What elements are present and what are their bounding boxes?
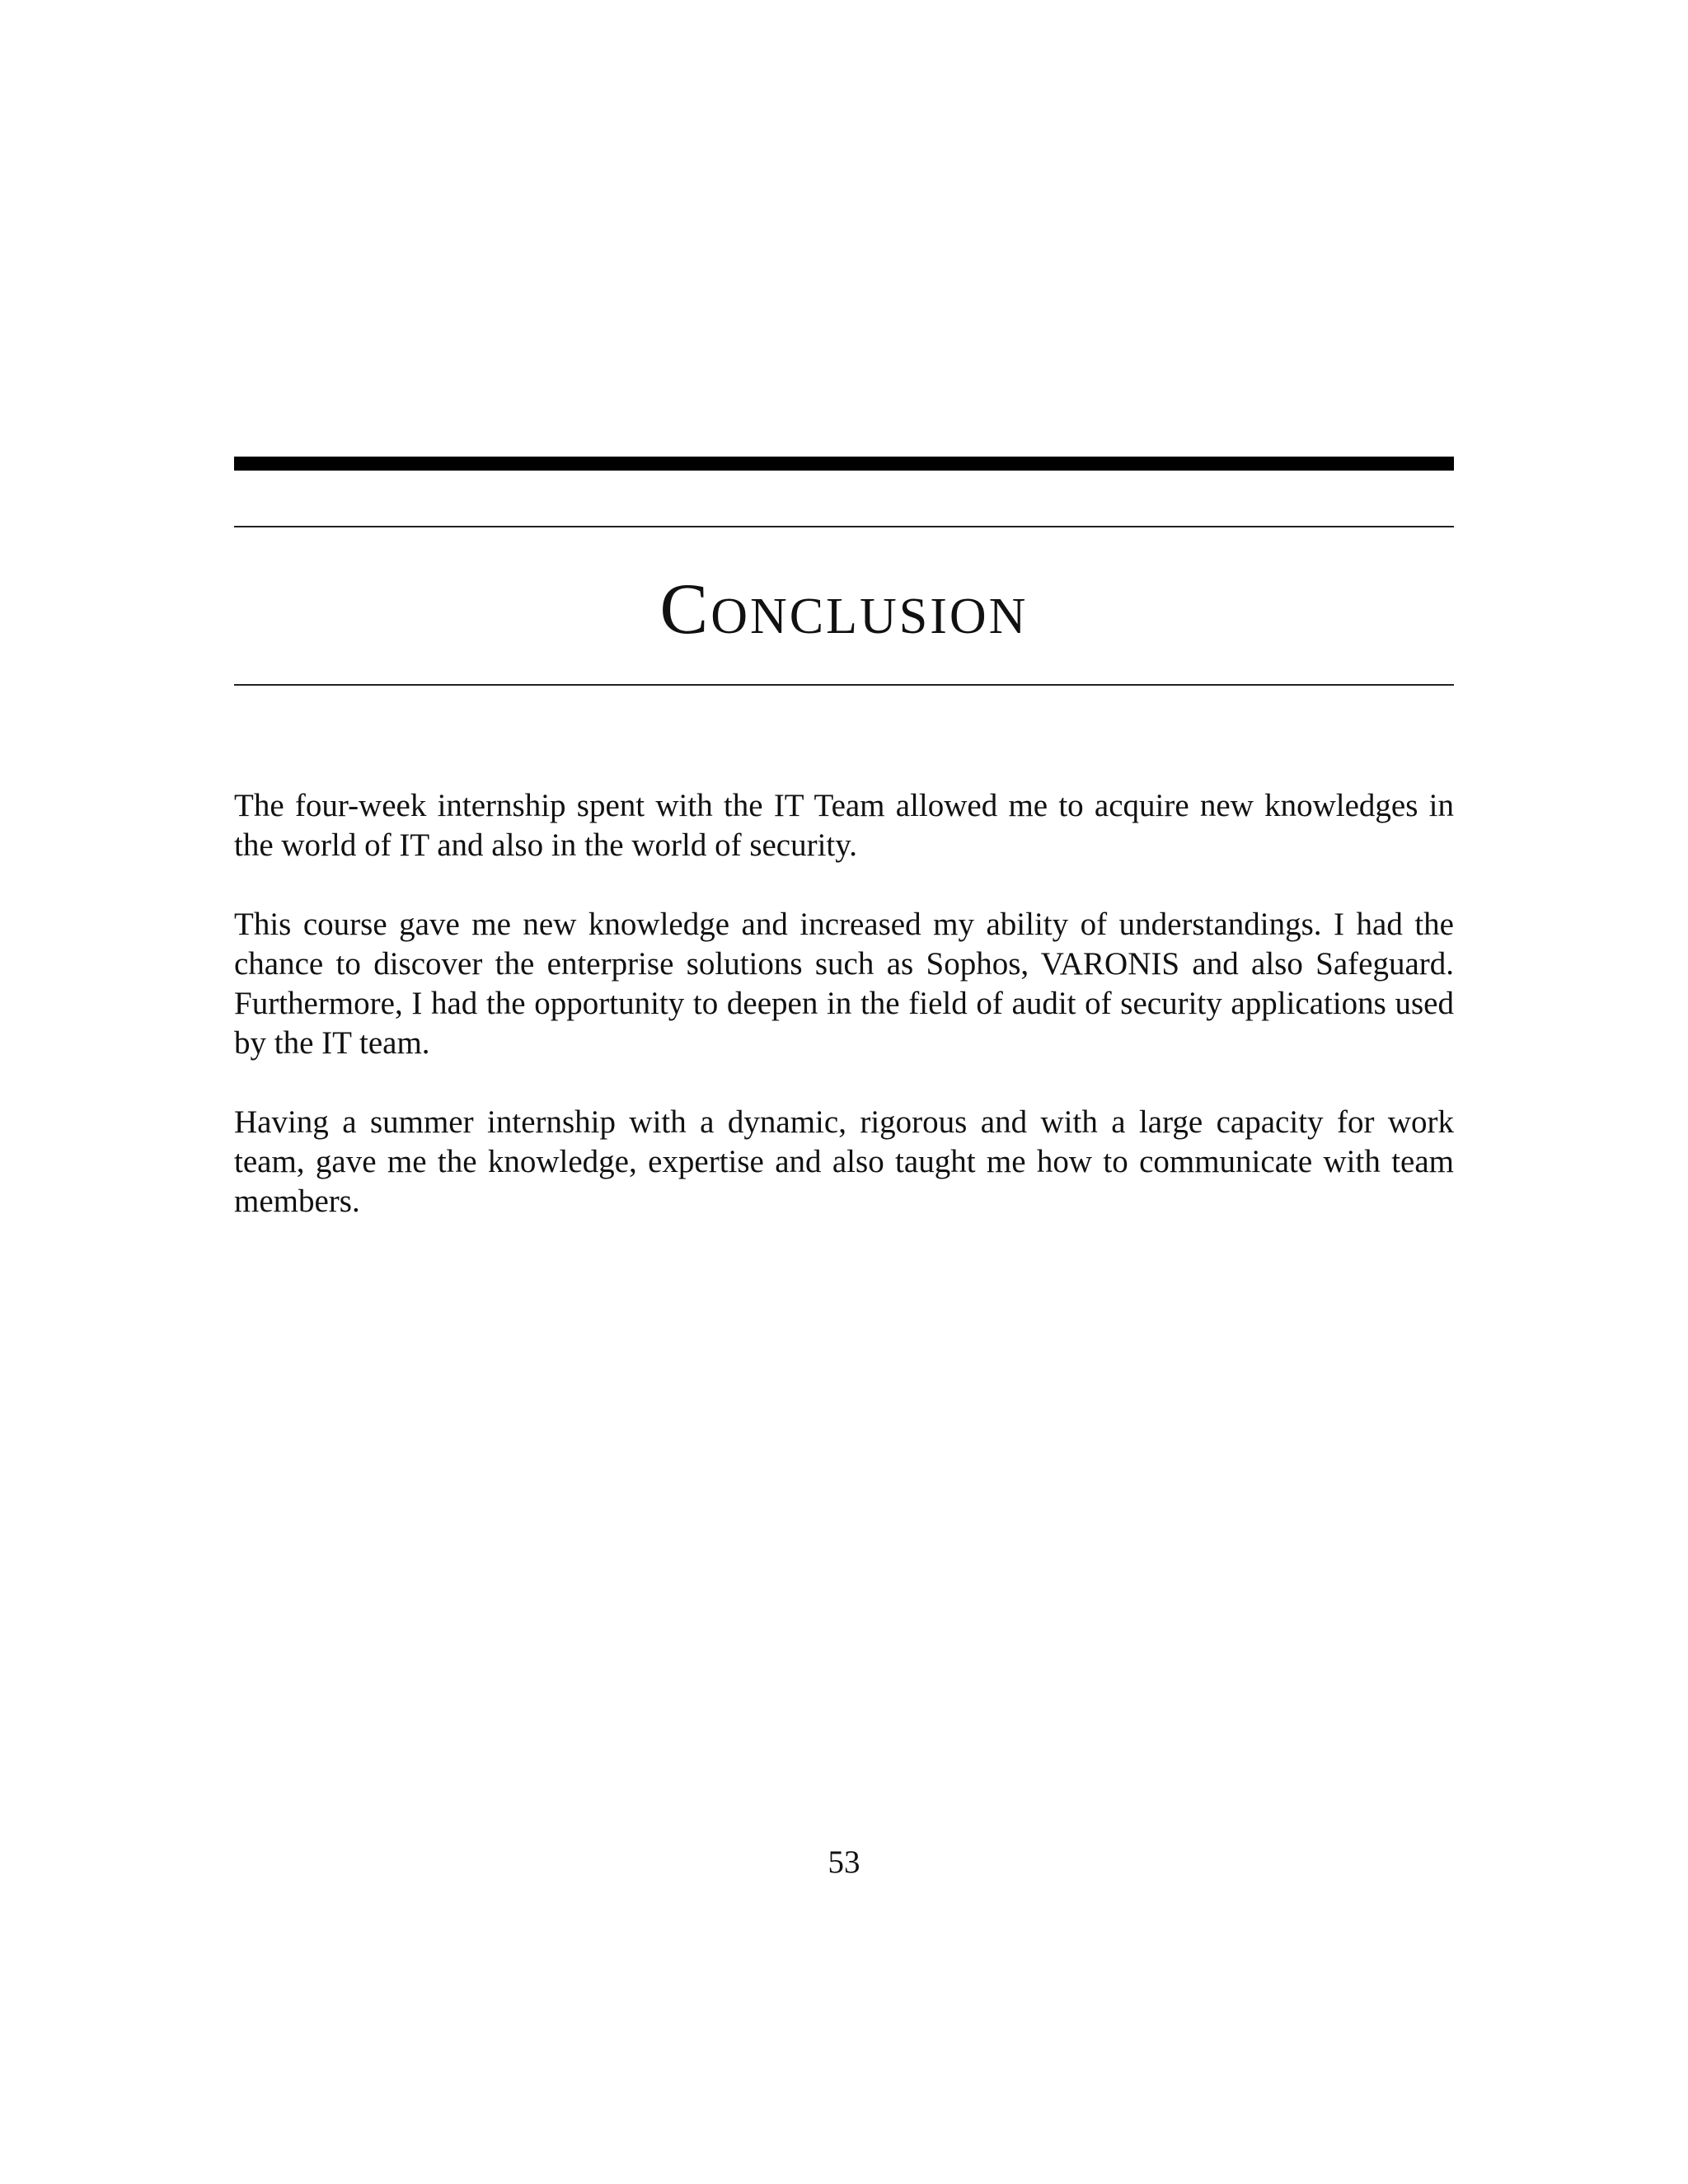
- paragraph-2: This course gave me new knowledge and increased my ability of understandings. I had the chance to discover the enterprise solutions such as Sophos, VARONIS and also Safeguard. Furthermore, I had the opportunity to deepen in the field of audit of security applications used by the IT team.: [234, 907, 1454, 1061]
- chapter-heading-thick-rule: [234, 457, 1454, 471]
- paragraph-1: The four-week internship spent with the IT Team allowed me to acquire new knowledges in the world of IT and also in the world of security.: [234, 788, 1454, 863]
- chapter-title: Conclusion: [659, 569, 1029, 649]
- chapter-heading-top-rule: [234, 526, 1454, 527]
- page-number: 53: [828, 1844, 860, 1880]
- chapter-body: [234, 786, 1454, 1261]
- paragraph-3: Having a summer internship with a dynamic, rigorous and with a large capacity for work team, gave me the knowledge, expertise and also taught me how to communicate with team members.: [234, 1104, 1454, 1219]
- chapter-heading-bottom-rule: [234, 684, 1454, 686]
